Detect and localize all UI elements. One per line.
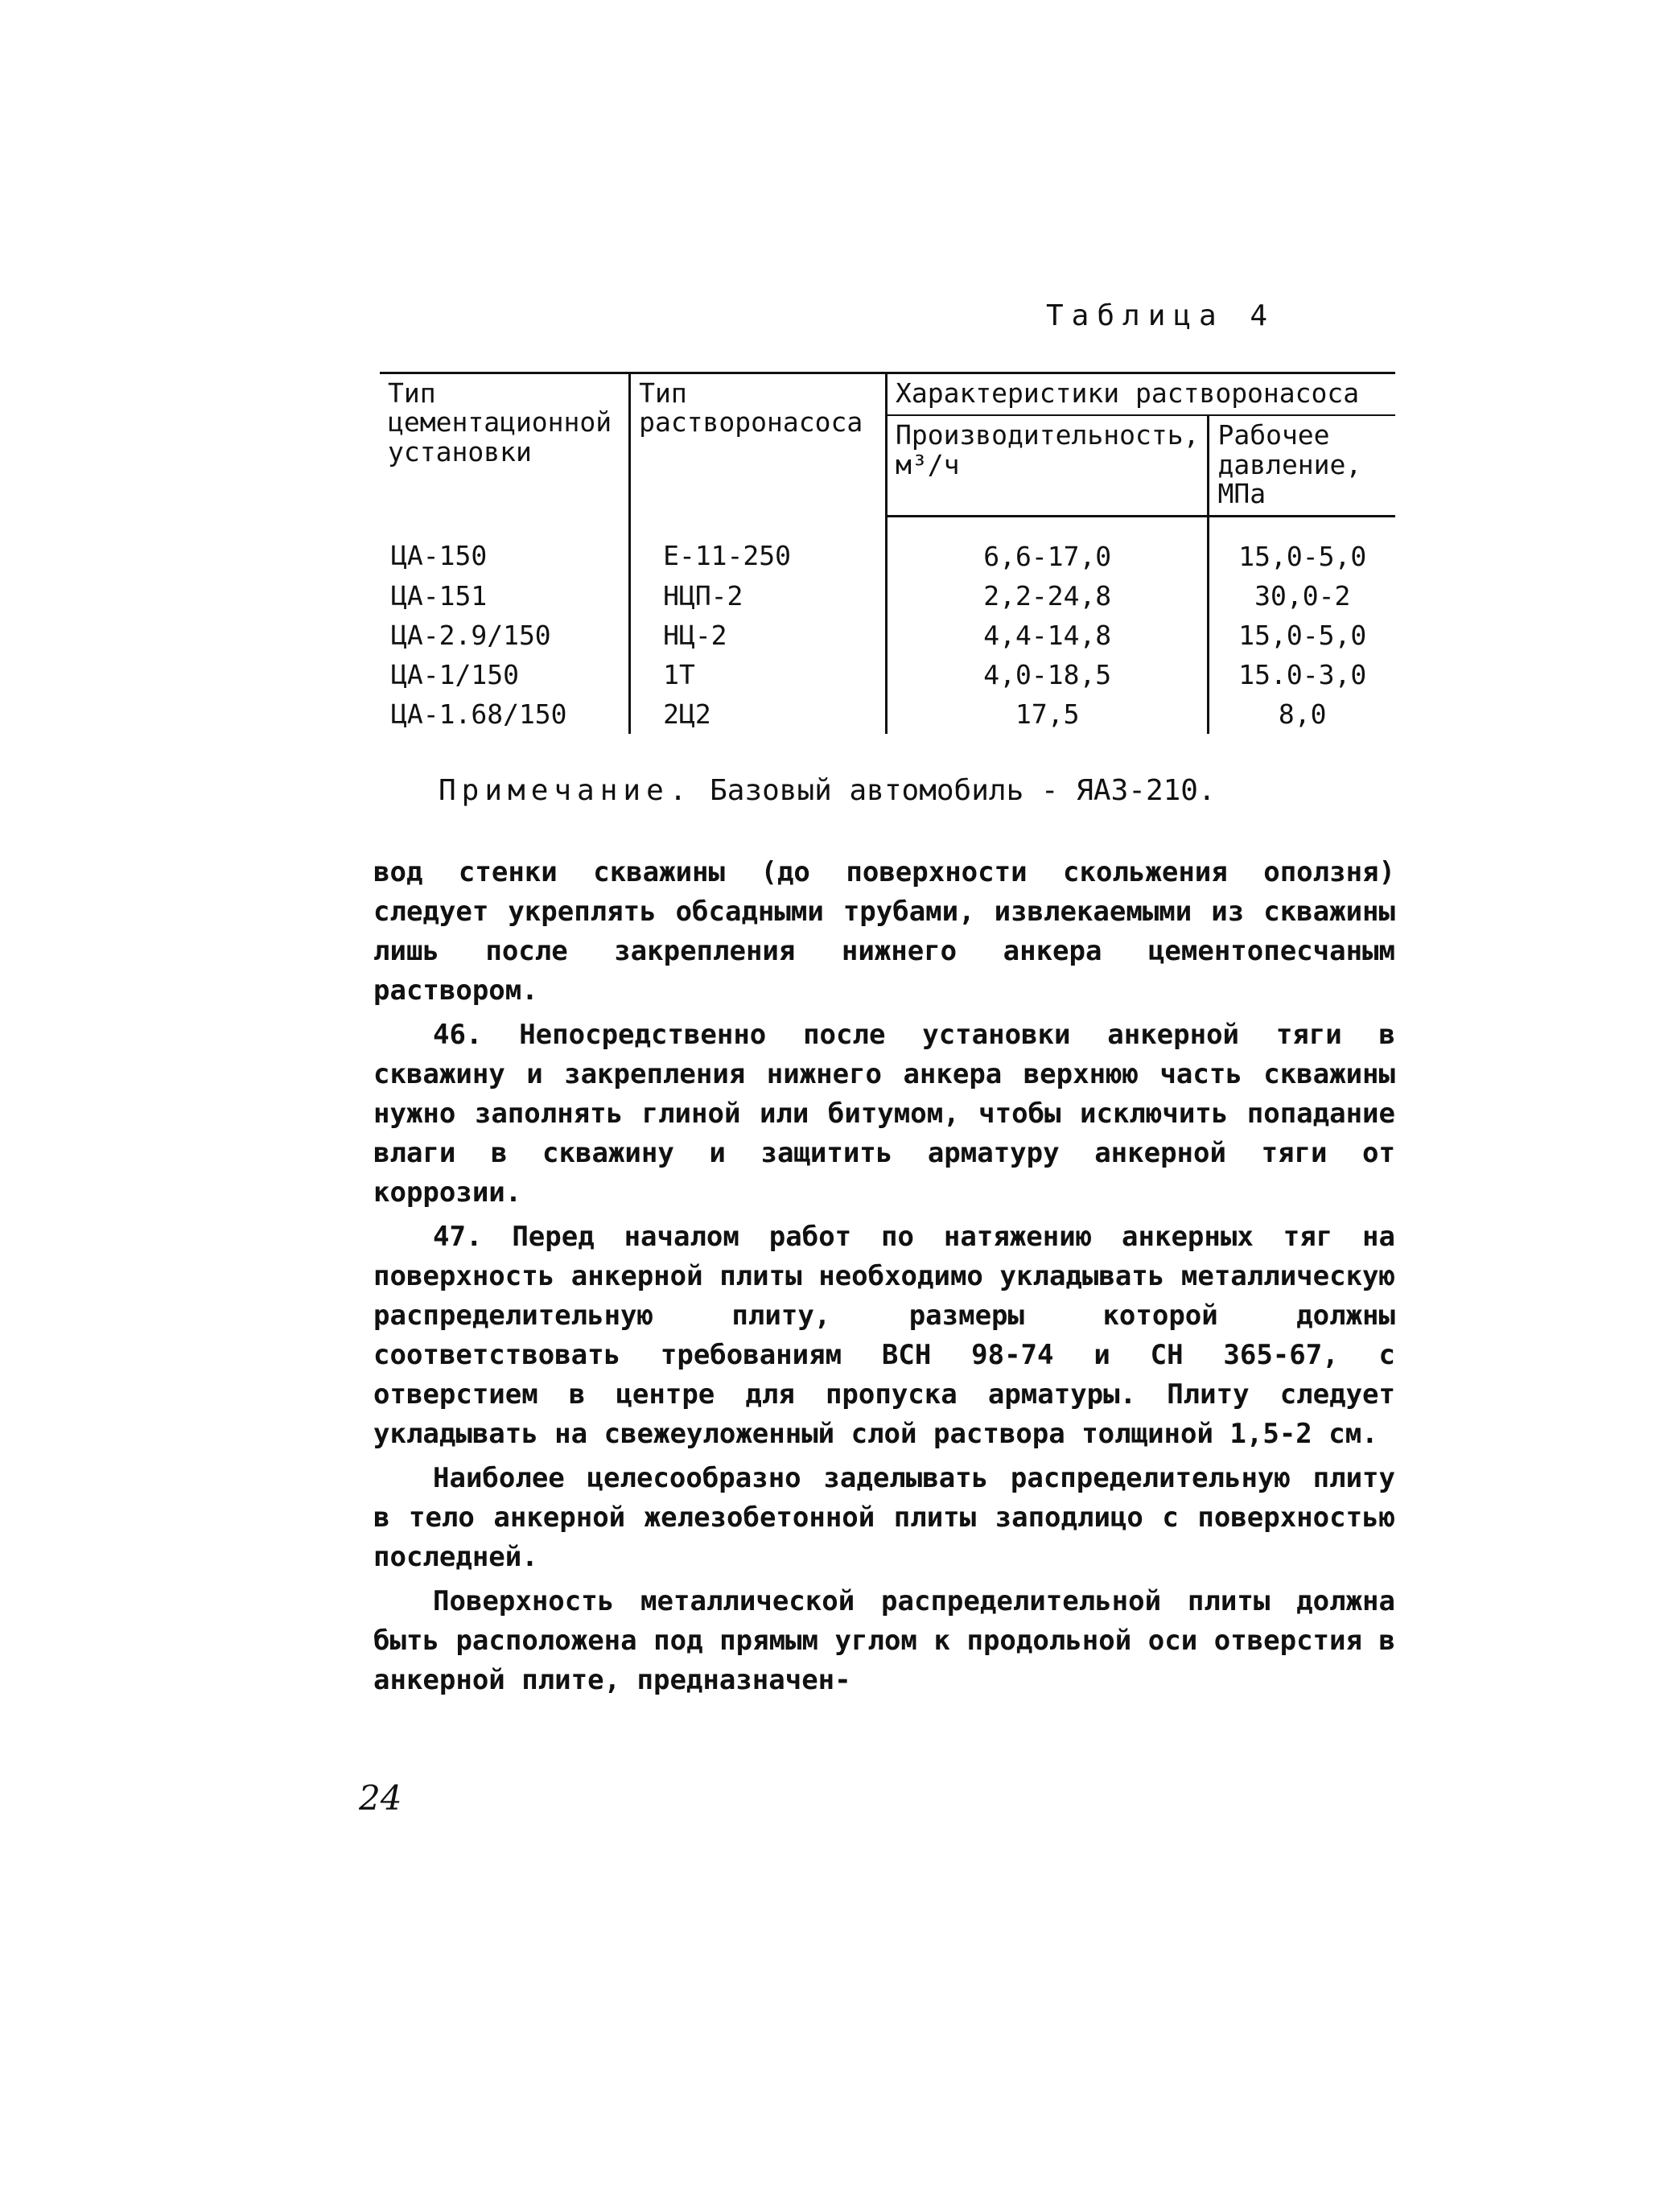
paragraph: Наиболее целесообразно заделывать распределительную плиту в тело анкерной железобетонной плиты заподлицо с поверхностью последней. bbox=[373, 1462, 1395, 1573]
note-text: Базовый автомобиль - ЯАЗ-210. bbox=[710, 774, 1216, 807]
pump-spec-table bbox=[380, 372, 1395, 734]
cell-unit: ЦА-1.68/150 bbox=[380, 694, 630, 734]
table-caption: Таблица 4 bbox=[1046, 299, 1276, 332]
cell-capacity: 2,2-24,8 bbox=[886, 576, 1209, 616]
cell-pump: 2Ц2 bbox=[630, 694, 887, 734]
header-unit-type: Тип цементационной установки bbox=[380, 373, 630, 517]
table-row bbox=[380, 616, 1395, 655]
cell-unit: ЦА-2.9/150 bbox=[380, 616, 630, 655]
cell-pressure: 30,0-2 bbox=[1254, 579, 1351, 612]
cell-pressure: 15,0-5,0 bbox=[1238, 619, 1367, 651]
cell-pressure: 15,0-5,0 bbox=[1238, 540, 1367, 572]
table-note bbox=[439, 774, 1216, 807]
paragraph: 47. Перед началом работ по натяжению анкерных тяг на поверхность анкерной плиты необходимо укладывать металлическую распределительную плиту, размеры которой должны соответствовать требованиям ВСН 98-74 и СН 365-67, с отверстием в центре для пропуска арматуры. Плиту следует укладывать на свежеуложенный слой раствора толщиной 1,5-2 см. bbox=[373, 1221, 1395, 1450]
cell-capacity: 17,5 bbox=[886, 694, 1209, 734]
cell-pump: 1Т bbox=[630, 655, 887, 694]
page-number: 24 bbox=[359, 1778, 402, 1818]
cell-capacity: 6,6-17,0 bbox=[886, 517, 1209, 577]
cell-pump: НЦП-2 bbox=[630, 576, 887, 616]
header-pump-characteristics: Характеристики растворонасоса bbox=[886, 373, 1395, 416]
paragraph: Поверхность металлической распределительной плиты должна быть расположена под прямым углом к продольной оси отверстия в анкерной плите, предназначен- bbox=[373, 1585, 1395, 1696]
note-label: Примечание. bbox=[439, 774, 693, 807]
cell-unit: ЦА-151 bbox=[380, 576, 630, 616]
body-text bbox=[373, 853, 1395, 1705]
cell-capacity: 4,0-18,5 bbox=[886, 655, 1209, 694]
table-row bbox=[380, 655, 1395, 694]
cell-pressure: 8,0 bbox=[1278, 698, 1327, 730]
header-pump-type: Тип растворонасоса bbox=[630, 373, 887, 517]
table-row bbox=[380, 694, 1395, 734]
paragraph: 46. Непосредственно после установки анкерной тяги в скважину и закрепления нижнего анкера верхнюю часть скважины нужно заполнять глиной или битумом, чтобы исключить попадание влаги в скважину и защитить арматуру анкерной тяги от коррозии. bbox=[373, 1019, 1395, 1209]
table-row bbox=[380, 576, 1395, 616]
paragraph: вод стенки скважины (до поверхности скольжения оползня) следует укреплять обсадными трубами, извлекаемыми из скважины лишь после закрепления нижнего анкера цементопесчаным раствором. bbox=[373, 856, 1395, 1007]
cell-pump: Е-11-250 bbox=[630, 517, 887, 577]
cell-pressure: 15.0-3,0 bbox=[1238, 658, 1367, 690]
table-row bbox=[380, 517, 1395, 577]
header-pressure: Рабочее давление, МПа bbox=[1209, 415, 1395, 516]
header-capacity: Производительность, м³/ч bbox=[886, 415, 1209, 516]
cell-unit: ЦА-1/150 bbox=[380, 655, 630, 694]
cell-unit: ЦА-150 bbox=[380, 517, 630, 577]
cell-capacity: 4,4-14,8 bbox=[886, 616, 1209, 655]
cell-pump: НЦ-2 bbox=[630, 616, 887, 655]
